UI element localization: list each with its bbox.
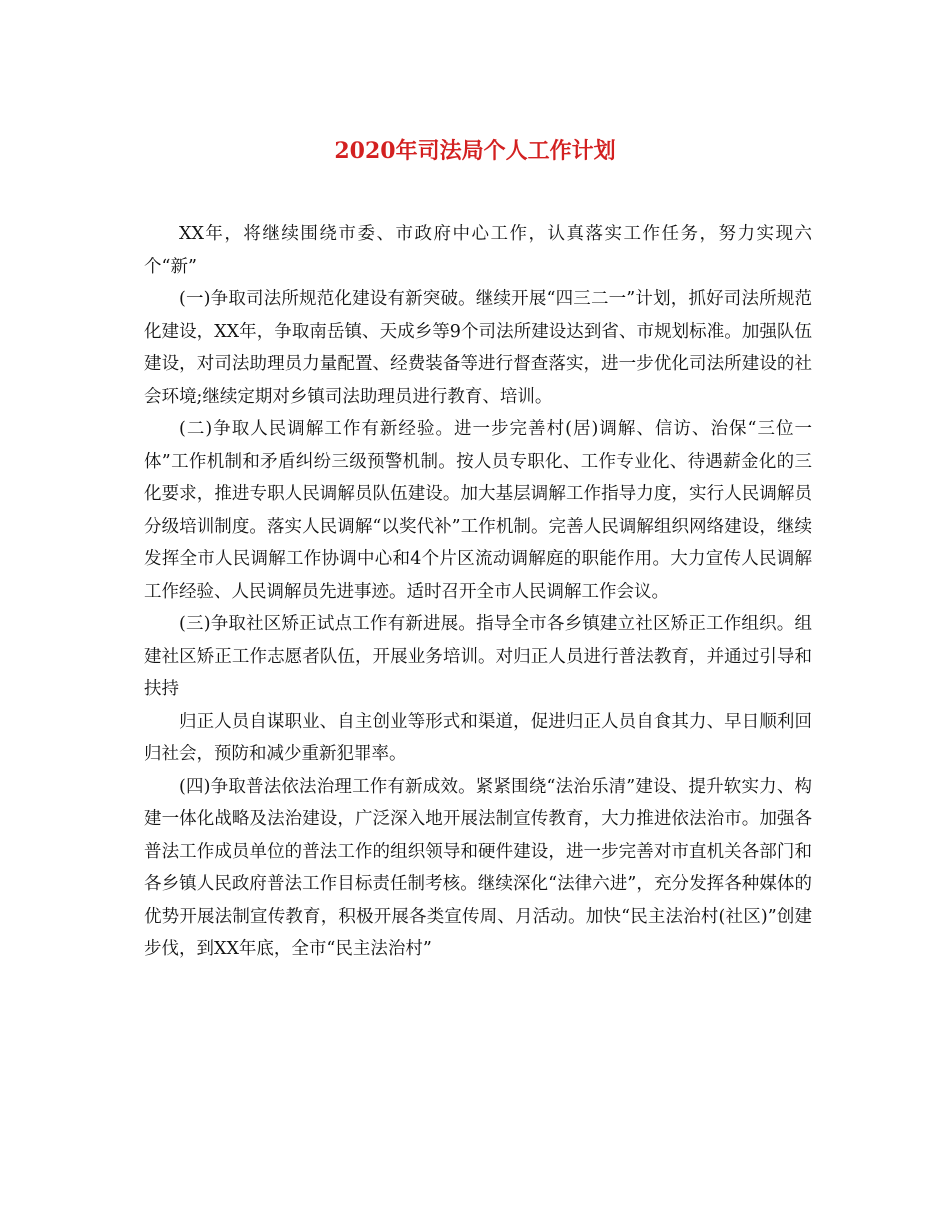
paragraph-judicial-office: (一)争取司法所规范化建设有新突破。继续开展“四三二一”计划，抓好司法所规范化建设，XX年，争取南岳镇、天成乡等9个司法所建设达到省、市规划标准。加强队伍建设，对司法助理员力量配置、经费装备等进行督查落实，进一步优化司法所建设的社会环境;继续定期对乡镇司法助理员进行教育、培训。 — [144, 289, 812, 407]
document-title: 2020年司法局个人工作计划 — [334, 138, 616, 164]
paragraph-community-correction: (三)争取社区矫正试点工作有新进展。指导全市各乡镇建立社区矫正工作组织。组建社区矫正工作志愿者队伍，开展业务培训。对归正人员进行普法教育，并通过引导和扶持 — [144, 614, 812, 699]
paragraph-reintegration: 归正人员自谋职业、自主创业等形式和渠道，促进归正人员自食其力、早日顺利回归社会，预防和减少重新犯罪率。 — [144, 711, 812, 764]
paragraph-legal-education: (四)争取普法依法治理工作有新成效。紧紧围绕“法治乐清”建设、提升软实力、构建一体化战略及法治建设，广泛深入地开展法制宣传教育，大力推进依法治市。加强各普法工作成员单位的普法工作的组织领导和硬件建设，进一步完善对市直机关各部门和各乡镇人民政府普法工作目标责任制考核。继续深化“法律六进”，充分发挥各种媒体的优势开展法制宣传教育，积极开展各类宣传周、月活动。加快“民主法治村(社区)”创建步伐，到XX年底，全市“民主法治村” — [144, 776, 812, 959]
document-body — [144, 218, 812, 966]
paragraph-intro: XX年，将继续围绕市委、市政府中心工作，认真落实工作任务，努力实现六个“新” — [144, 224, 812, 277]
paragraph-mediation: (二)争取人民调解工作有新经验。进一步完善村(居)调解、信访、治保“三位一体”工作机制和矛盾纠纷三级预警机制。按人员专职化、工作专业化、待遇薪金化的三化要求，推进专职人民调解员队伍建设。加大基层调解工作指导力度，实行人民调解员分级培训制度。落实人民调解“以奖代补”工作机制。完善人民调解组织网络建设，继续发挥全市人民调解工作协调中心和4个片区流动调解庭的职能作用。大力宣传人民调解工作经验、人民调解员先进事迹。适时召开全市人民调解工作会议。 — [144, 419, 812, 602]
